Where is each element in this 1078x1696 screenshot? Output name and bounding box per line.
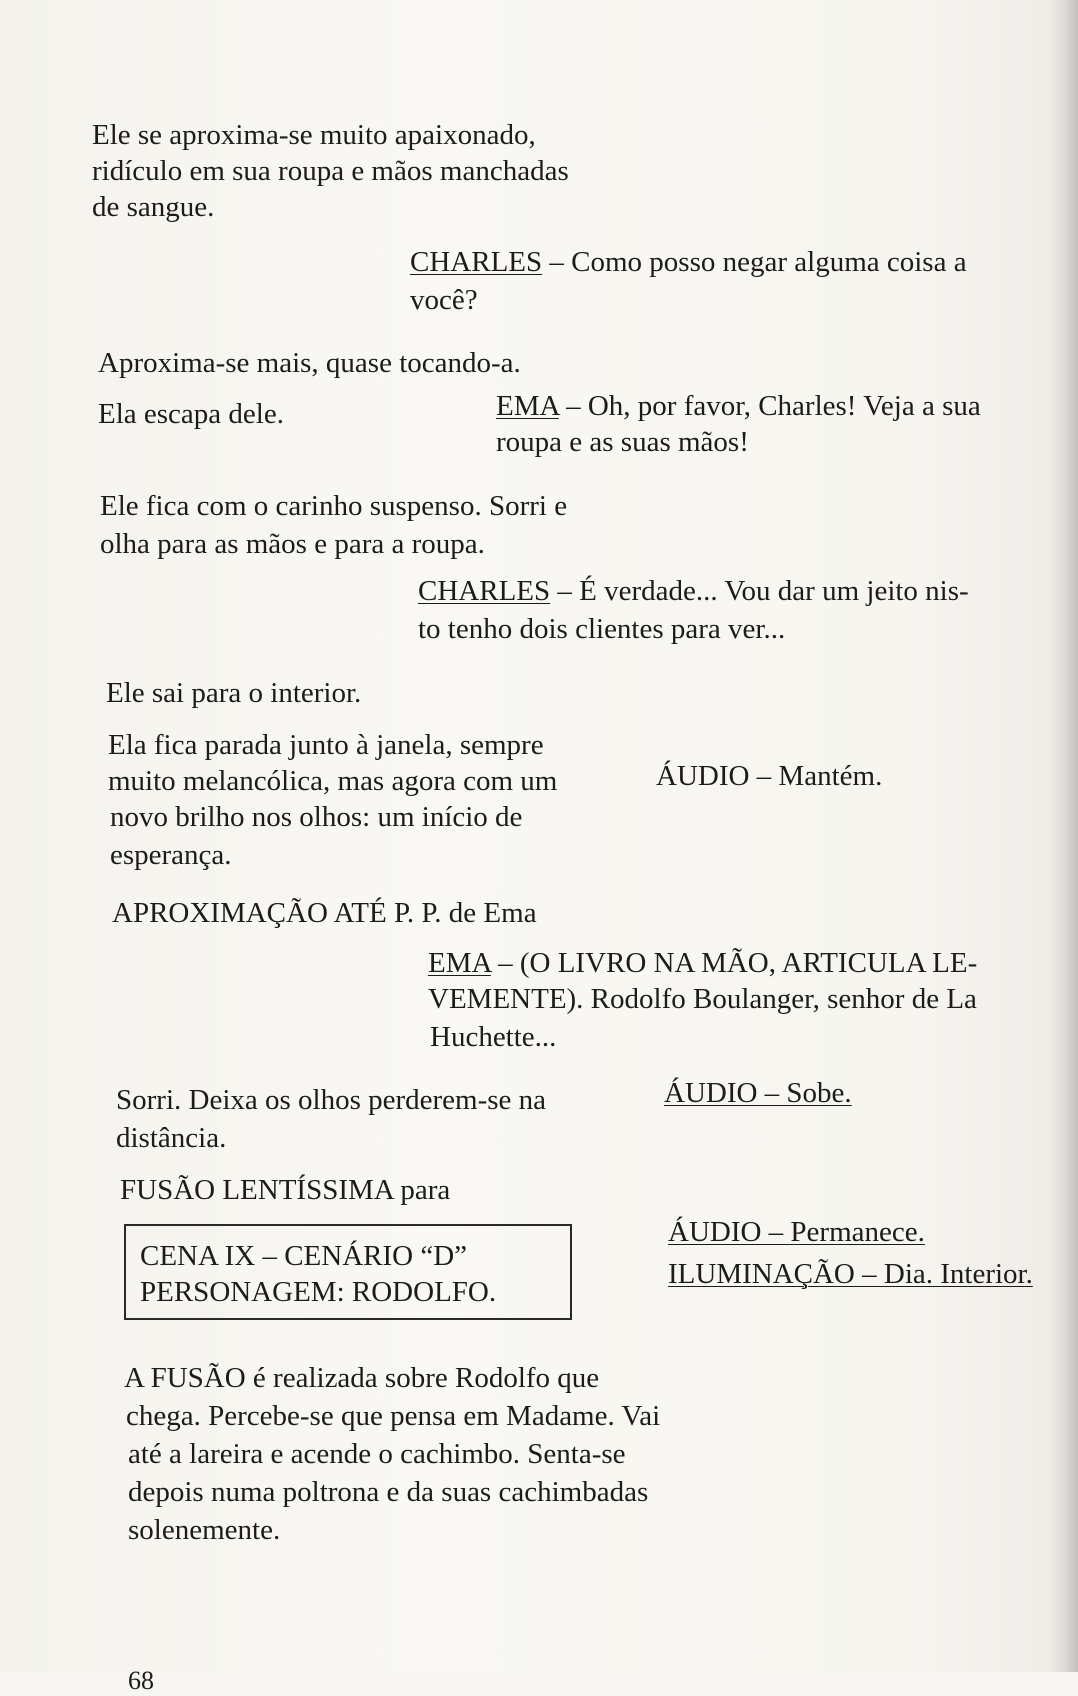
stage-direction-line: Ele fica com o carinho suspenso. Sorri e (100, 490, 568, 522)
dialogue-line (496, 388, 981, 424)
page-number: 68 (128, 1666, 154, 1695)
audio-cue: ÁUDIO – Mantém. (656, 760, 883, 792)
stage-direction-line: novo brilho nos olhos: um início de (110, 801, 523, 833)
stage-direction-line: ridículo em sua roupa e mãos manchadas (92, 155, 569, 187)
stage-direction-line: Sorri. Deixa os olhos perderem-se na (116, 1084, 547, 1116)
stage-direction-line: esperança. (110, 839, 232, 871)
dialogue-line (410, 244, 967, 280)
page-spine-shadow (1048, 0, 1078, 1672)
transition-direction: FUSÃO LENTÍSSIMA para (120, 1174, 451, 1206)
stage-direction-line: Ele sai para o interior. (106, 677, 362, 709)
stage-direction-line: Ele se aproxima-se muito apaixonado, (92, 119, 536, 151)
scene-heading-box (124, 1224, 572, 1320)
stage-direction-line: de sangue. (92, 191, 215, 223)
stage-direction-line: A FUSÃO é realizada sobre Rodolfo que (124, 1362, 600, 1394)
dialogue-line: você? (410, 284, 478, 316)
stage-direction-line: Aproxima-se mais, quase tocando-a. (98, 347, 521, 379)
stage-direction-line: olha para as mãos e para a roupa. (100, 528, 485, 560)
dialogue-text: – É verdade... Vou dar um jeito nis- (550, 575, 969, 607)
stage-direction-line: Ela escapa dele. (98, 398, 284, 430)
dialogue-text: – (O LIVRO NA MÃO, ARTICULA LE- (490, 947, 978, 979)
scene-heading-line: PERSONAGEM: RODOLFO. (140, 1276, 497, 1308)
stage-direction-line: solenemente. (128, 1514, 281, 1546)
dialogue-line: Huchette... (430, 1021, 557, 1053)
speaker-name: EMA (428, 947, 491, 979)
scene-heading-line: CENA IX – CENÁRIO “D” (140, 1240, 468, 1272)
dialogue-line (428, 945, 977, 981)
stage-direction-line: Ela fica parada junto à janela, sempre (108, 729, 544, 761)
audio-cue: ÁUDIO – Permanece. (668, 1216, 925, 1248)
lighting-cue: ILUMINAÇÃO – Dia. Interior. (668, 1258, 1033, 1290)
dialogue-line: roupa e as suas mãos! (496, 426, 749, 458)
camera-direction: APROXIMAÇÃO ATÉ P. P. de Ema (112, 897, 537, 929)
stage-direction-line: até a lareira e acende o cachimbo. Senta-se (128, 1438, 626, 1470)
dialogue-line (418, 573, 969, 609)
stage-direction-line: distância. (116, 1122, 227, 1154)
speaker-name: EMA (496, 390, 559, 422)
stage-direction-line: depois numa poltrona e da suas cachimbadas (128, 1476, 649, 1508)
dialogue-text: – Como posso negar alguma coisa a (542, 246, 967, 278)
stage-direction-line: muito melancólica, mas agora com um (108, 765, 558, 797)
stage-direction-line: chega. Percebe-se que pensa em Madame. Vai (126, 1400, 661, 1432)
audio-cue: ÁUDIO – Sobe. (664, 1077, 852, 1109)
dialogue-line: to tenho dois clientes para ver... (418, 613, 786, 645)
speaker-name: CHARLES (418, 575, 551, 607)
speaker-name: CHARLES (410, 246, 543, 278)
dialogue-line: VEMENTE). Rodolfo Boulanger, senhor de La (428, 983, 977, 1015)
dialogue-text: – Oh, por favor, Charles! Veja a sua (558, 390, 981, 422)
